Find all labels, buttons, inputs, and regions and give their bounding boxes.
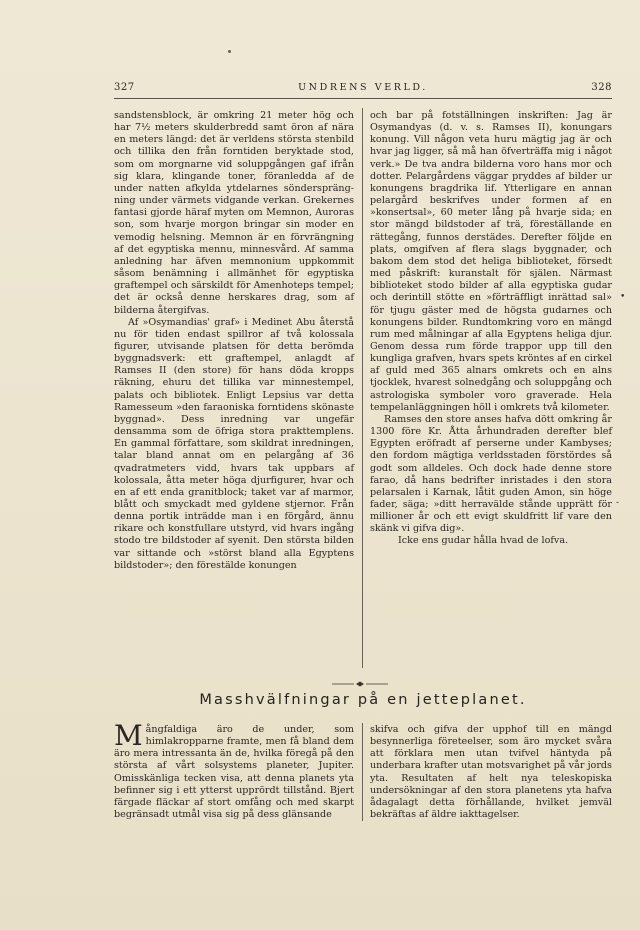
page-number-right: 328: [591, 82, 612, 93]
ink-dot: [228, 50, 231, 53]
article-column-right: [370, 724, 612, 821]
margin-mark: -: [616, 498, 620, 508]
paragraph: Ramses den store anses hafva dött omkring år 1300 före Kr. Åtta århundraden derefter blef Egypten eröfradt af perserne under Kambyses; den fordom mägtiga verldsstaden förstördes så godt som alldeles. Och dock hade denne store farao, då hans bedrifter inristades i den stora pelarsalen i Karnak, låtit guden Amon, sin höge fader, säga; »ditt herravälde stånde upprätt för millioner år och ett evigt skuldfritt lif vare den skänk vi gifva dig».: [370, 413, 612, 535]
header-rule: [114, 98, 612, 99]
paragraph: Icke ens gudar hålla hvad de lofva.: [398, 535, 569, 547]
paragraph: sandstensblock, är omkring 21 meter hög och har 7½ meters skulderbredd samt öron af nära en meters längd: det är verldens största stenbild och tillika den från forntiden beryktade stod, som om morgnarne vid soluppgången gaf ifrån sig klara, klingande toner, föranledda af de under natten afkylda ytdelarnes söndersprängning under värmets vidgande verkan. Grekernes fantasi gjorde häraf myten om Memnon, Auroras son, som hvarje morgon bringar sin moder en vemodig helsning. Memnon är en förvrängning af det egyptiska mennu, minnesvård. Af samma anledning har äfven memnonium uppkommit såsom benämning i allmänhet för egyptiska graftempel och särskildt för Amenhoteps tempel; det är också denne herskares drag, som af bilderna återgifvas.: [114, 110, 354, 316]
text-column-left: [114, 110, 354, 572]
paragraph: skifva och gifva der upphof till en mängd besynnerliga företeelser, som äro mycket svåra att förklara men utan tvifvel häntyda på underbara krafter utan motsvarighet på vår jords yta. Resultaten af helt nya teleskopiska undersökningar af den stora planetens yta hafva ådagalagt detta förhållande, hvilket jemväl bekräftas af äldre iakttagelser.: [370, 724, 612, 821]
drop-cap: M: [114, 719, 143, 752]
section-ornament-icon: [330, 680, 390, 688]
page-number-left: 327: [114, 82, 135, 93]
text-column-right: [370, 110, 612, 548]
article-column-left: [114, 719, 354, 821]
running-title: UNDRENS VERLD.: [298, 82, 428, 93]
margin-mark: •: [620, 292, 626, 302]
column-divider: [362, 723, 363, 821]
column-divider: [362, 108, 363, 668]
paragraph: Af »Osymandias' graf» i Medinet Abu återstå nu för tiden endast spillror af två kolossala figurer, utvisande platsen för detta berömda byggnadsverk: ett graftempel, anlagdt af Ramses II (den store) för hans döda kropps räkning, ehuru det tillika var minnestempel, palats och bibliotek. Enligt Lepsius var detta Ramesseum »den faraoniska forntidens skönaste byggnad». Dess inredning var ungefär densamma som de öfriga stora prakttemplens. En gammal författare, som skildrat inredningen, talar bland annat om en pelargång af 36 qvadratmeters vidd, hvars tak uppbars af kolossala, åtta meter höga djurfigurer, hvar och en af ett enda granitblock; taket var af marmor, blått och smyckadt med gyldene stjernor. Från denna portik inträdde man i en förgård, ännu rikare och konstfullare utstyrd, vid hvars ingång stodo tre bildstoder af syenit. Den största bilden var sittande och »störst bland alla Egyptens bildstoder»; den förestälde konungen: [114, 316, 354, 571]
page-header: [114, 82, 612, 96]
paragraph: och bar på fotställningen inskriften: Jag är Osymandyas (d. v. s. Ramses II), konungars konung. Vill någon veta huru mägtig jag är och hvar jag ligger, så må han öfverträffa mig i något verk.» De tva andra bilderna voro hans mor och dotter. Pelargårdens väggar pryddes af bilder ur konungens bragdrika lif. Ytterligare en annan pelargård beskrifves under formen af en »konsertsal», 60 meter lång på hvarje sida; en stor mängd bildstoder af trä, föreställande en rättegång, funnos derstädes. Derefter följde en plats, omgifven af flera slags byggnader, och bakom dem stod det heliga biblioteket, försedt med påskrift: kuranstalt för själen. Närmast biblioteket stodo bilder af alla egyptiska gudar och derintill stötte en »förträffligt inrättad sal» för tjugu gäster med de högsta gudarnes och konungens bilder. Rundtomkring voro en mängd rum med målningar af alla Egyptens heliga djur. Genom dessa rum förde trappor upp till den kungliga grafven, hvars spets kröntes af en cirkel af guld med 365 alnars omkrets och en alns tjocklek, hvarest solnedgång och soluppgång och astrologiska symboler voro graverade. Hela tempelanläggningen höll i omkrets två kilometer.: [370, 110, 612, 413]
paragraph: ångfaldiga äro de under, som himlakropparne framte, men få bland dem äro mera intressanta än de, hvilka föregå på den största af vårt solsystems planeter, Jupiter. Omisskänliga tecken visa, att denna planets yta befinner sig i ett ytterst upprördt tillstånd. Bjert färgade fläckar af stort omfång och med skarpt begränsadt utmål visa sig på dess glänsande: [114, 724, 354, 821]
article-title: Masshvälfningar på en jetteplanet.: [199, 692, 527, 708]
